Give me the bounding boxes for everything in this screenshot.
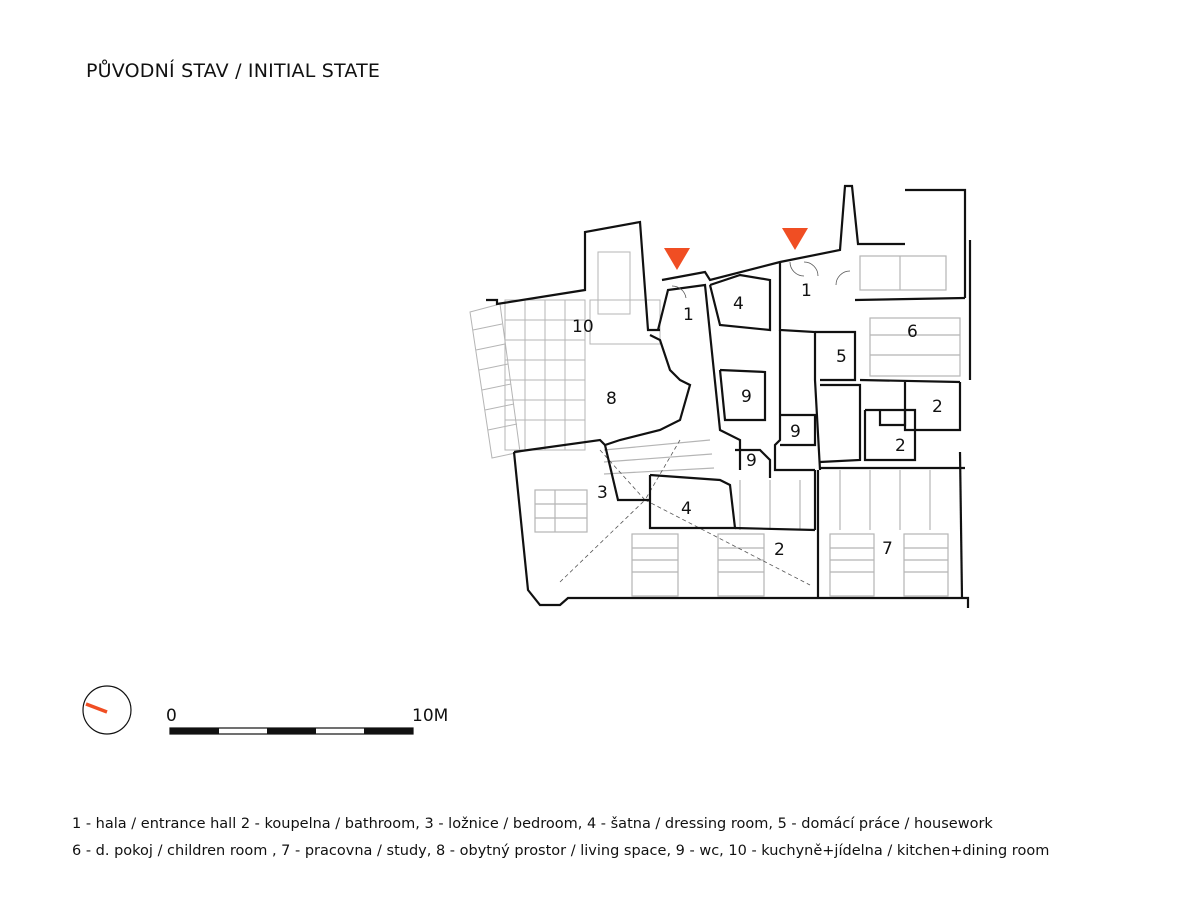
scale-bar xyxy=(170,728,413,734)
room-label-4a: 4 xyxy=(733,294,744,314)
room-label-2a: 2 xyxy=(932,397,943,417)
room-label-2b: 2 xyxy=(895,436,906,456)
legend-line-1: 1 - hala / entrance hall 2 - koupelna / bathroom, 3 - ložnice / bedroom, 4 - šatna / dressing room, 5 - domácí práce / housework xyxy=(72,816,993,832)
walls xyxy=(486,186,970,608)
page-title: PŮVODNÍ STAV / INITIAL STATE xyxy=(86,60,381,82)
room-label-6: 6 xyxy=(907,322,918,342)
terrace-grid xyxy=(470,252,660,458)
room-label-3: 3 xyxy=(597,483,608,503)
room-label-10: 10 xyxy=(572,317,594,337)
scale-end-label: 10M xyxy=(412,706,449,726)
room-label-2c: 2 xyxy=(774,540,785,560)
room-label-1b: 1 xyxy=(801,281,812,301)
legend-line-2: 6 - d. pokoj / children room , 7 - pracovna / study, 8 - obytný prostor / living space, 9 - wc, 10 - kuchyně+jídelna / kitchen+dining room xyxy=(72,843,1050,859)
scale-start-label: 0 xyxy=(166,706,177,726)
room-label-7: 7 xyxy=(882,539,893,559)
room-label-1a: 1 xyxy=(683,305,694,325)
room-label-4b: 4 xyxy=(681,499,692,519)
north-arrow-icon xyxy=(83,686,131,734)
room-label-9c: 9 xyxy=(746,451,757,471)
room-label-9a: 9 xyxy=(741,387,752,407)
room-label-8: 8 xyxy=(606,389,617,409)
room-label-5: 5 xyxy=(836,347,847,367)
room-label-9b: 9 xyxy=(790,422,801,442)
entrance-marker-icon xyxy=(664,228,808,270)
